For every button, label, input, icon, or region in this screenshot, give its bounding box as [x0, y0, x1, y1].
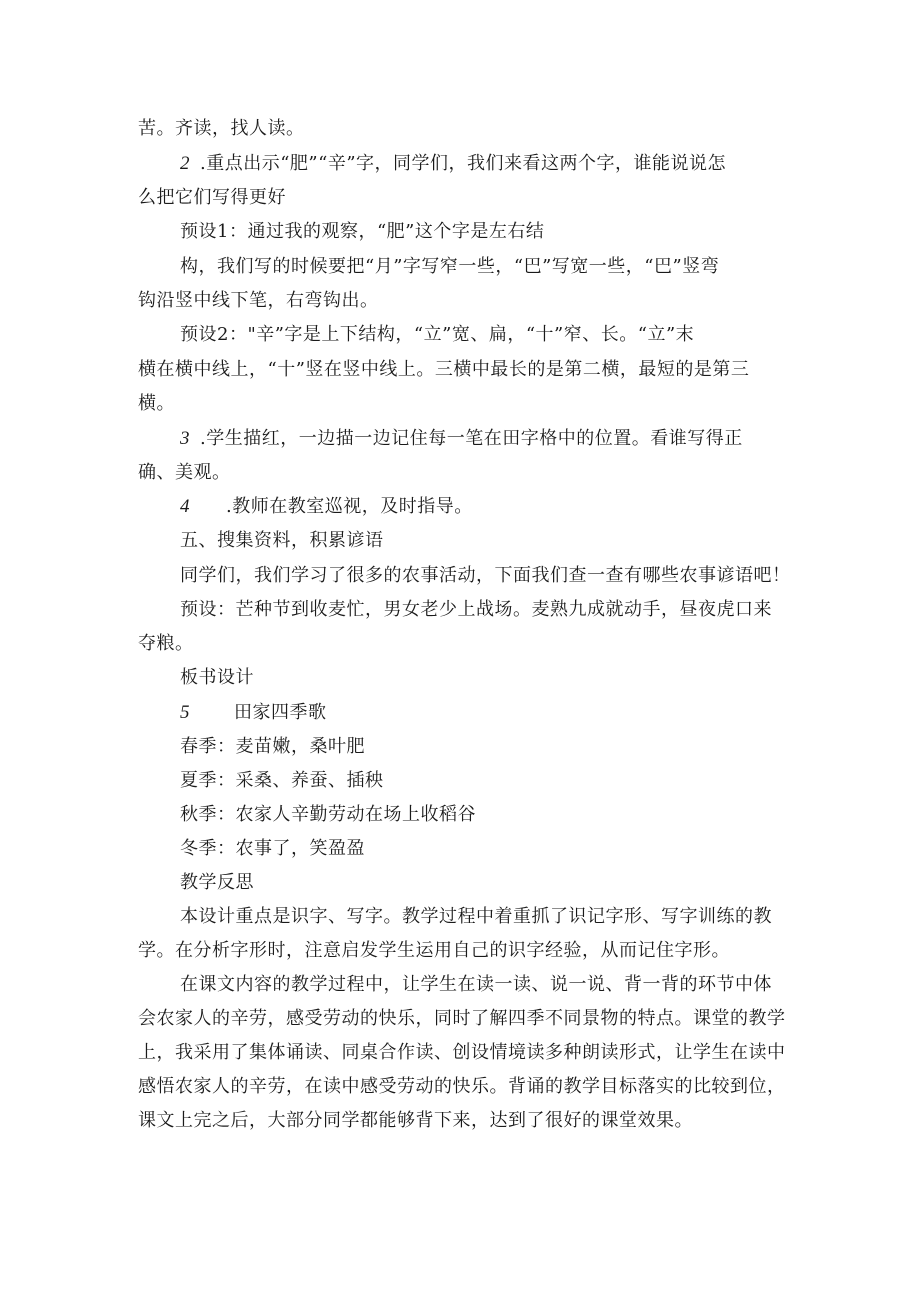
- text-line: 钩沿竖中线下笔，右弯钩出。: [138, 290, 379, 311]
- text-line: 秋季：农家人辛勤劳动在场上收稻谷: [180, 804, 476, 825]
- text-line: 夏季：采桑、养蚕、插秧: [180, 770, 384, 791]
- section-heading: 五、搜集资料，积累谚语: [180, 530, 384, 551]
- text-line: 上，我采用了集体诵读、同桌合作读、创设情境读多种朗读形式，让学生在读中: [138, 1042, 786, 1063]
- text-line: 冬季：农事了，笑盈盈: [180, 838, 365, 859]
- text-line: 构，我们写的时候要把“月”字写窄一些，“巴”写宽一些，“巴”竖弯: [180, 256, 720, 277]
- text-line: .学生描红，一边描一边记住每一笔在田字格中的位置。看谁写得正: [200, 428, 743, 449]
- text-line: 么把它们写得更好: [138, 187, 286, 208]
- text-line: 本设计重点是识字、写字。教学过程中着重抓了识记字形、写字训练的教: [180, 906, 772, 927]
- list-number: 4: [180, 496, 190, 517]
- list-number: 2: [180, 153, 190, 174]
- text-line: 学。在分析字形时，注意启发学生运用自己的识字经验，从而记住字形。: [138, 940, 730, 961]
- text-line: 预设2："辛”字是上下结构，“立”宽、扁，“十”窄、长。“立”末: [180, 324, 695, 345]
- section-heading: 教学反思: [180, 872, 254, 893]
- text-line: .教师在教室巡视，及时指导。: [226, 496, 473, 517]
- text-line: 横在横中线上，“十”竖在竖中线上。三横中最长的是第二横，最短的是第三: [138, 359, 750, 380]
- text-line: 感悟农家人的辛劳，在读中感受劳动的快乐。背诵的教学目标落实的比较到位，: [138, 1076, 786, 1097]
- text-line: 横。: [138, 393, 175, 414]
- section-heading: 板书设计: [180, 667, 254, 688]
- board-title: 田家四季歌: [234, 702, 327, 723]
- text-line: .重点出示“肥”“辛”字，同学们，我们来看这两个字，谁能说说怎: [200, 153, 727, 174]
- text-line: 预设：芒种节到收麦忙，男女老少上战场。麦熟九成就动手，昼夜虎口来: [180, 599, 772, 620]
- text-line: 确、美观。: [138, 462, 231, 483]
- text-line: 在课文内容的教学过程中，让学生在读一读、说一说、背一背的环节中体: [180, 974, 772, 995]
- list-number: 3: [180, 428, 190, 449]
- text-line: 夺粮。: [138, 633, 194, 654]
- text-line: 预设1：通过我的观察，“肥”这个字是左右结: [180, 221, 545, 242]
- text-line: 课文上完之后，大部分同学都能够背下来，达到了很好的课堂效果。: [138, 1110, 693, 1131]
- text-line: 春季：麦苗嫩，桑叶肥: [180, 736, 365, 757]
- text-line: 苦。齐读，找人读。: [138, 118, 305, 139]
- text-line: 会农家人的辛劳，感受劳动的快乐，同时了解四季不同景物的特点。课堂的教学: [138, 1008, 786, 1029]
- list-number: 5: [180, 702, 190, 723]
- text-line: 同学们，我们学习了很多的农事活动，下面我们查一查有哪些农事谚语吧！: [180, 565, 791, 586]
